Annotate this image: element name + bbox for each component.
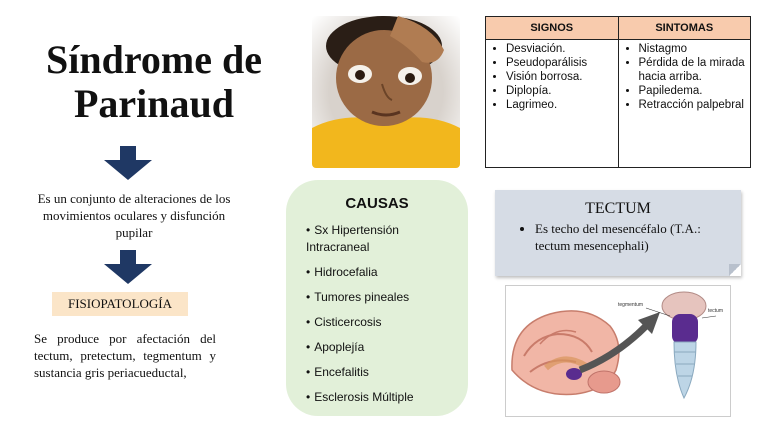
list-item: • Papiledema. <box>639 84 749 98</box>
list-item: • Tumores pineales <box>306 290 410 304</box>
sintomas-list <box>623 42 749 112</box>
list-item: • Nistagmo <box>639 42 749 56</box>
list-item: • Apoplejía <box>306 340 365 354</box>
list-item: • Encefalitis <box>306 365 369 379</box>
list-item: • Diplopía. <box>506 84 616 98</box>
tectum-label: tectum <box>708 308 724 314</box>
list-item: • Esclerosis Múltiple <box>306 390 414 404</box>
page-fold-icon <box>729 264 741 276</box>
list-item: • Desviación. <box>506 42 616 56</box>
list-item: • Sx Hipertensión Intracraneal <box>306 223 399 254</box>
causas-title: CAUSAS <box>345 195 409 212</box>
patient-photo <box>312 16 460 168</box>
tegmentum-label: tegmentum <box>618 302 644 308</box>
list-item: • Pseudoparálisis <box>506 56 616 70</box>
causas-list <box>286 222 468 406</box>
list-item: • Lagrimeo. <box>506 98 616 112</box>
list-item: • Cisticercosis <box>306 315 382 329</box>
list-item: • Pérdida de la mirada hacia arriba. <box>639 56 749 84</box>
tectum-title: TECTUM <box>585 200 651 217</box>
tectum-note <box>495 190 741 276</box>
causas-box <box>286 180 468 416</box>
signos-list <box>490 42 616 112</box>
list-item: • Visión borrosa. <box>506 70 616 84</box>
brain-illustration <box>505 285 731 417</box>
tectum-definition: • Es techo del mesencéfalo (T.A.: tectum mesencephali) <box>535 220 729 254</box>
table-header-sintomas: SINTOMAS <box>655 22 714 34</box>
fisiopatologia-text: Se produce por afectación del tectum, pretectum, tegmentum y sustancia gris periacueductal, <box>34 331 216 380</box>
signs-symptoms-table <box>485 16 751 168</box>
table-header-signos: SIGNOS <box>486 17 619 39</box>
list-item: • Hidrocefalia <box>306 265 378 279</box>
list-item: • Retracción palpebral <box>639 98 749 112</box>
page-title: Síndrome de Parinaud <box>46 37 262 126</box>
definition-text: Es un conjunto de alteraciones de los movimientos oculares y disfunción pupilar <box>37 191 231 240</box>
fisiopatologia-label: FISIOPATOLOGÍA <box>52 292 188 316</box>
